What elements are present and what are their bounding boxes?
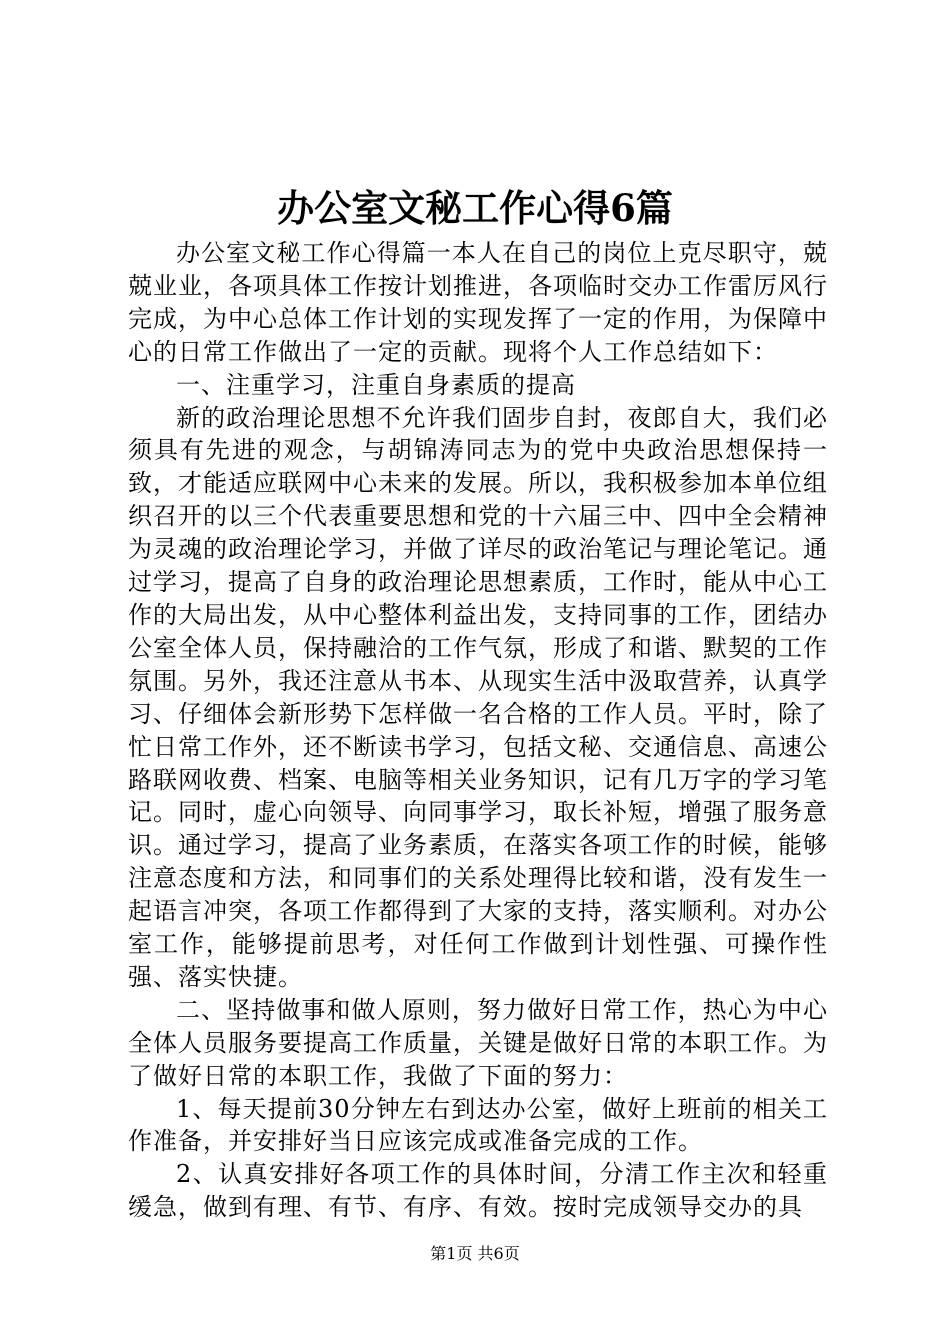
document-body — [128, 237, 828, 1224]
section-heading-1: 一、注重学习，注重自身素质的提高 — [176, 370, 576, 399]
paragraph-intro: 办公室文秘工作心得篇一本人在自己的岗位上克尽职守，兢兢业业，各项具体工作按计划推进，各项临时交办工作雷厉风行完成，为中心总体工作计划的实现发挥了一定的作用，为保障中心的日常工作做出了一定的贡献。现将个人工作总结如下： — [128, 239, 828, 366]
list-item-2: 2、认真安排好各项工作的具体时间，分清工作主次和轻重缓急，做到有理、有节、有序、有效。按时完成领导交办的具 — [128, 1160, 828, 1222]
page-footer: 第1页 共6页 — [430, 1244, 520, 1263]
section-heading-2: 二、坚持做事和做人原则，努力做好日常工作，热心为中心全体人员服务要提高工作质量，关键是做好日常的本职工作。为了做好日常的本职工作，我做了下面的努力： — [128, 995, 828, 1090]
list-item-1: 1、每天提前30分钟左右到达办公室，做好上班前的相关工作准备，并安排好当日应该完成或准备完成的工作。 — [128, 1094, 828, 1156]
paragraph-study: 新的政治理论思想不允许我们固步自封，夜郎自大，我们必须具有先进的观念，与胡锦涛同志为的党中央政治思想保持一致，才能适应联网中心未来的发展。所以，我积极参加本单位组织召开的以三个代表重要思想和党的十六届三中、四中全会精神为灵魂的政治理论学习，并做了详尽的政治笔记与理论笔记。通过学习，提高了自身的政治理论思想素质，工作时，能从中心工作的大局出发，从中心整体利益出发，支持同事的工作，团结办公室全体人员，保持融洽的工作气氛，形成了和谐、默契的工作氛围。另外，我还注意从书本、从现实生活中汲取营养，认真学习、仔细体会新形势下怎样做一名合格的工作人员。平时，除了忙日常工作外，还不断读书学习，包括文秘、交通信息、高速公路联网收费、档案、电脑等相关业务知识，记有几万字的学习笔记。同时，虚心向领导、向同事学习，取长补短，增强了服务意识。通过学习，提高了业务素质，在落实各项工作的时候，能够注意态度和方法，和同事们的关系处理得比较和谐，没有发生一起语言冲突，各项工作都得到了大家的支持，落实顺利。对办公室工作，能够提前思考，对任何工作做到计划性强、可操作性强、落实快捷。 — [128, 403, 828, 991]
document-title: 办公室文秘工作心得6篇 — [277, 186, 673, 230]
